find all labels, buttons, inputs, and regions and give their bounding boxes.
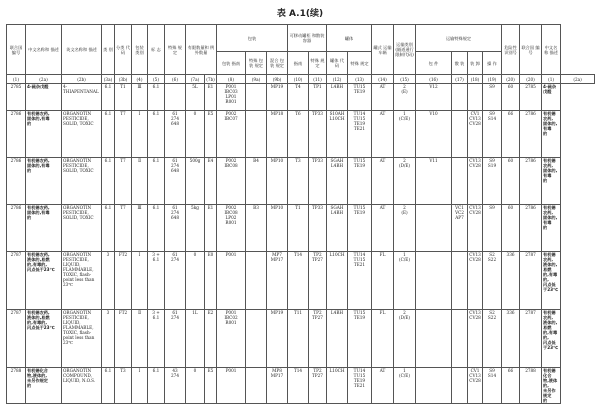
cell-tsp-bulk [452, 84, 468, 111]
cell-un-number: 2786 [7, 205, 26, 252]
cell-tank-vehicle: AT [372, 158, 394, 205]
cell-label: 6.1 [148, 158, 165, 205]
colnum: (3a) [102, 75, 115, 84]
cell-tsp-bulk [452, 252, 468, 310]
header-code: 分类 代码 [115, 25, 132, 75]
cell-class-code: T7 [115, 158, 132, 205]
cell-tsp-loading: CV1 CV13 CV28 [468, 111, 483, 158]
cell-transport-category: 1 (C/E) [394, 368, 416, 404]
cell-tank-code-special: TU14 TU15 TE21 [348, 252, 372, 310]
cell-un-number: 2787 [7, 252, 26, 310]
cell-mixed-packing: MP19 [267, 310, 288, 368]
cell-tsp-bulk [452, 111, 468, 158]
cell-packing-group: Ⅲ [132, 84, 148, 111]
colnum: (4) [132, 75, 148, 84]
cell-tank-instruction: T3 [288, 158, 309, 205]
cell-hazard-id: 66 [502, 111, 520, 158]
table-row [7, 368, 595, 404]
cell-hazard-id: 60 [502, 205, 520, 252]
cell-limited-quantity: 1L [186, 310, 205, 368]
colnum: (1) [7, 75, 26, 84]
table-row [7, 205, 595, 252]
cell-tank-code-special: TU14 TU15 TE19 TE21 [348, 368, 372, 404]
cell-en-name: ORGANOTIN COMPOUND, LIQUID, N.O.S. [62, 368, 102, 404]
column-number-row [7, 75, 595, 84]
cell-packing-group: Ⅱ [132, 310, 148, 368]
cell-tsp-bulk: VC1 VC2 AP7 [452, 205, 468, 252]
header-tank-code: 罐体 代码 [327, 52, 348, 75]
cell-hazard-id: 60 [502, 158, 520, 205]
cell-limited-quantity: 0 [186, 252, 205, 310]
header-tsp-package: 包 件 [416, 52, 452, 75]
cell-class-code: T7 [115, 111, 132, 158]
cell-special-provisions: 43 274 [165, 368, 186, 404]
header-pack-instruction: 包装 指南 [217, 52, 246, 75]
cell-cn-name-2: 4-硫杂戊醛 [542, 84, 561, 111]
dangerous-goods-table [6, 24, 595, 404]
colnum: (9b) [267, 75, 288, 84]
cell-excepted-quantity: E5 [205, 111, 217, 158]
header-hazard-id: 危险性 识别号 [502, 25, 520, 75]
cell-mixed-packing: MP8 MP17 [267, 368, 288, 404]
cell-class-code: T7 [115, 205, 132, 252]
cell-en-name: ORGANOTIN PESTICIDE, LIQUID, FLAMMABLE, TOXIC, flash- point less than 23℃ [62, 252, 102, 310]
cell-special-provisions: 61 274 648 [165, 111, 186, 158]
cell-tsp-bulk [452, 158, 468, 205]
cell-tsp-package [416, 252, 452, 310]
colnum: (19) [483, 75, 502, 84]
colnum: (11) [309, 75, 327, 84]
cell-tsp-operation: S9 S19 [483, 158, 502, 205]
cell-tank-code-special: TU15 TE19 [348, 84, 372, 111]
colnum: (7a) [186, 75, 205, 84]
cell-tank-special: TP2 TP27 [309, 368, 327, 404]
cell-hazard-id: 336 [502, 310, 520, 368]
cell-tank-code-special: TU15 TE19 [348, 158, 372, 205]
colnum: (8) [217, 75, 246, 84]
table-row [7, 84, 595, 111]
cell-class: 6.1 [102, 158, 115, 205]
cell-class: 3 [102, 310, 115, 368]
cell-cn-name-2: 有机锡化合 物,液体的, 未另作规定 的 [542, 368, 561, 404]
colnum: (2b) [62, 75, 102, 84]
cell-mixed-packing: MP7 MP17 [267, 252, 288, 310]
colnum: (20) [520, 75, 542, 84]
colnum: (18) [468, 75, 483, 84]
header-pack-special: 特殊 包装 规定 [246, 52, 267, 75]
header-un: 联合国 编号 [7, 25, 26, 75]
cell-tank-vehicle: AT [372, 368, 394, 404]
cell-cn-name: 有机锡农药, 液体的,易燃 的,有毒的, 闪点低于23℃ [26, 252, 62, 310]
cell-packing-instruction: P002 IBC08 LP02 R001 [217, 205, 246, 252]
cell-en-name: ORGANOTIN PESTICIDE, SOLID, TOXIC [62, 111, 102, 158]
cell-tsp-operation: S9 S14 [483, 111, 502, 158]
cell-tank-vehicle: AT [372, 111, 394, 158]
colnum: (2a) [26, 75, 62, 84]
header-class: 类 别 [102, 25, 115, 75]
cell-un-number: 2786 [7, 158, 26, 205]
cell-class: 6.1 [102, 368, 115, 404]
cell-label: 6.1 [148, 111, 165, 158]
colnum: (6) [165, 75, 186, 84]
cell-label: 3 + 6.1 [148, 252, 165, 310]
cell-special-provisions: 61 274 648 [165, 205, 186, 252]
cell-cn-name-2: 有机锡农药, 固体的,有毒 的 [542, 205, 561, 252]
cell-tsp-package [416, 310, 452, 368]
colnum: (15) [394, 75, 416, 84]
cell-excepted-quantity: E4 [205, 158, 217, 205]
cell-excepted-quantity: E5 [205, 368, 217, 404]
cell-packing-instruction: P001 [217, 368, 246, 404]
cell-limited-quantity: 5kg [186, 205, 205, 252]
cell-transport-category: 2 (E) [394, 84, 416, 111]
cell-tank-instruction: T11 [288, 310, 309, 368]
cell-cn-name: 4-硫杂戊醛 [26, 84, 62, 111]
cell-cn-name: 有机锡农药, 固体的,有毒 的 [26, 158, 62, 205]
cell-tsp-bulk [452, 310, 468, 368]
cell-label: 6.1 [148, 84, 165, 111]
cell-class: 6.1 [102, 84, 115, 111]
cell-hazard-id: 60 [502, 84, 520, 111]
cell-transport-category: 1 (C/E) [394, 111, 416, 158]
cell-un-number-2: 2786 [520, 158, 542, 205]
cell-cn-name: 有机锡农药, 液体的,易燃 的,有毒的, 闪点低于23℃ [26, 310, 62, 368]
colnum: (13) [348, 75, 372, 84]
header-packing-group: 包装 类别 [132, 25, 148, 75]
colnum: (7b) [206, 76, 215, 82]
cell-packing-instruction: P002 IBC08 [217, 158, 246, 205]
cell-mixed-packing: MP10 [267, 205, 288, 252]
colnum: (12) [327, 75, 348, 84]
header-en-name: 英文名称和 描述 [62, 25, 102, 75]
cell-tank-code: L10CH [327, 368, 348, 404]
cell-tank-code-special: TU14 TU15 TE19 TE21 [348, 111, 372, 158]
cell-tsp-operation: S9 [483, 205, 502, 252]
cell-tank-code: SGAH L4BH [327, 158, 348, 205]
cell-tank-special: TP33 [309, 158, 327, 205]
cell-tank-vehicle: FL [372, 310, 394, 368]
cell-limited-quantity: 0 [186, 368, 205, 404]
colnum: (14) [372, 75, 394, 84]
cell-tank-special: TP1 [309, 84, 327, 111]
cell-en-name: ORGANOTIN PESTICIDE, SOLID, TOXIC [62, 158, 102, 205]
cell-tank-instruction: T4 [288, 84, 309, 111]
cell-un-number-2: 2786 [520, 205, 542, 252]
cell-packing-special: B4 [246, 158, 267, 205]
cell-limited-quantity: 500g [186, 158, 205, 205]
cell-packing-group: Ⅲ [132, 205, 148, 252]
header-portable-tank: 可移动罐柜 和散装容器 [288, 25, 327, 52]
cell-label: 6.1 [148, 368, 165, 404]
table-row [7, 310, 595, 368]
colnum: (9a) [246, 75, 267, 84]
cell-special-provisions [165, 84, 186, 111]
cell-tank-special: TP33 [309, 205, 327, 252]
cell-tsp-operation: S9 S14 [483, 368, 502, 404]
cell-packing-group: Ⅱ [132, 158, 148, 205]
cell-un-number: 2786 [7, 111, 26, 158]
cell-limited-quantity: 5L [186, 84, 205, 111]
cell-tank-instruction: T14 [288, 252, 309, 310]
cell-packing-group: Ⅰ [132, 252, 148, 310]
table-title: 表 A.1(续) [276, 9, 324, 19]
cell-class-code: FT2 [115, 310, 132, 368]
cell-tsp-package: V12 [416, 84, 452, 111]
cell-tsp-package [416, 205, 452, 252]
cell-un-number-2: 2787 [520, 252, 542, 310]
colnum: (5) [148, 75, 165, 84]
header-limited-quantity: 有限数量和 例外数量 [186, 25, 217, 75]
cell-tsp-loading: CV1 CV13 CV28 [468, 368, 483, 404]
cell-tank-code-special: TU15 TE19 [348, 205, 372, 252]
header-tsp-operation: 操 作 [483, 52, 502, 75]
cell-packing-group: Ⅰ [132, 111, 148, 158]
cell-hazard-id: 336 [502, 252, 520, 310]
cell-tank-code-special: TU15 TE19 [348, 310, 372, 368]
cell-un-number-2: 2785 [520, 84, 542, 111]
cell-en-name: ORGANOTIN PESTICIDE, LIQUID, FLAMMABLE, TOXIC, flash- point less than 23℃ [62, 310, 102, 368]
cell-tsp-loading: CV13 CV28 [468, 252, 483, 310]
cell-packing-special [246, 368, 267, 404]
cell-packing-special [246, 252, 267, 310]
colnum: (16) [416, 75, 452, 84]
cell-cn-name-2: 有机锡农药, 固体的,有毒 的 [542, 111, 561, 158]
cell-en-name: 4- THIAPENTANAL [62, 84, 102, 111]
cell-tsp-operation: S2 S22 [483, 252, 502, 310]
header-special-provisions: 特殊 规定 [165, 25, 186, 75]
header-transport-special: 运输特殊规定 [416, 25, 502, 52]
cell-class: 6.1 [102, 111, 115, 158]
cell-cn-name-2: 有机锡农药, 液体的,易燃 的,有毒的, 闪点低于23℃ [542, 252, 561, 310]
cell-tsp-loading: CV13 CV28 [468, 158, 483, 205]
cell-tank-special: TP2 TP27 [309, 310, 327, 368]
cell-tank-code: L4BH [327, 84, 348, 111]
cell-excepted-quantity: E0 [205, 252, 217, 310]
cell-packing-special: B3 [246, 205, 267, 252]
cell-tsp-loading: CV13 CV28 [468, 310, 483, 368]
header-packaging: 包装 [217, 25, 288, 52]
cell-tsp-bulk [452, 368, 468, 404]
cell-class-code: FT2 [115, 252, 132, 310]
cell-tank-code: S10AH L10CH [327, 111, 348, 158]
cell-en-name: ORGANOTIN PESTICIDE, SOLID, TOXIC [62, 205, 102, 252]
cell-tank-code: L4BH [327, 310, 348, 368]
cell-packing-instruction: P001 IBC03 LP01 R001 [217, 84, 246, 111]
cell-un-number: 2785 [7, 84, 26, 111]
cell-un-number-2: 2788 [520, 368, 542, 404]
cell-tsp-package: V11 [416, 158, 452, 205]
cell-excepted-quantity: E1 [205, 205, 217, 252]
cell-transport-category: 2 (D/E) [394, 158, 416, 205]
table-row [7, 252, 595, 310]
cell-class: 3 [102, 252, 115, 310]
cell-tsp-loading [468, 84, 483, 111]
cell-excepted-quantity: E2 [205, 310, 217, 368]
cell-class-code: T3 [115, 368, 132, 404]
cell-transport-category: 2 (E) [394, 205, 416, 252]
cell-transport-category: 1 (C/E) [394, 252, 416, 310]
table-row [7, 158, 595, 205]
cell-excepted-quantity: E1 [205, 84, 217, 111]
cell-packing-special [246, 310, 267, 368]
colnum: (2a) [561, 75, 595, 84]
cell-mixed-packing: MP18 [267, 111, 288, 158]
cell-tank-vehicle: AT [372, 84, 394, 111]
cell-tank-special: TP33 [309, 111, 327, 158]
colnum: (10) [288, 75, 309, 84]
cell-packing-special [246, 111, 267, 158]
header-label: 标 志 [148, 25, 165, 75]
cell-label: 3 + 6.1 [148, 310, 165, 368]
cell-packing-instruction: P001 IBC02 R001 [217, 310, 246, 368]
table-row [7, 111, 595, 158]
cell-tank-instruction: T6 [288, 111, 309, 158]
cell-un-number-2: 2787 [520, 310, 542, 368]
cell-tsp-operation: S2 S22 [483, 310, 502, 368]
cell-special-provisions: 61 274 [165, 310, 186, 368]
cell-tsp-package [416, 368, 452, 404]
colnum: (3b) [115, 75, 132, 84]
cell-cn-name-2: 有机锡农药, 液体的,易燃 的,有毒的, 闪点低于23℃ [542, 310, 561, 368]
header-tank-vehicle: 罐式 运输 车辆 [372, 25, 394, 75]
header-cn-name-2: 中文名称 描述 [542, 25, 561, 75]
cell-tank-code: L10CH [327, 252, 348, 310]
colnum: (20) [502, 75, 520, 84]
header-tsp-bulk: 散 装 [452, 52, 468, 75]
cell-cn-name: 有机锡化合 物,液体的, 未另作规定 的 [26, 368, 62, 404]
cell-tank-vehicle: FL [372, 252, 394, 310]
cell-label: 6.1 [148, 205, 165, 252]
cell-packing-special [246, 84, 267, 111]
colnum: (1) [542, 75, 561, 84]
cell-packing-group: Ⅰ [132, 368, 148, 404]
cell-tsp-operation: S9 [483, 84, 502, 111]
cell-special-provisions: 61 274 648 [165, 158, 186, 205]
header-un-2: 联合国 编号 [520, 25, 542, 75]
cell-packing-instruction: P002 IBC07 [217, 111, 246, 158]
cell-limited-quantity: 0 [186, 111, 205, 158]
colnum: (17) [452, 75, 468, 84]
cell-transport-category: 2 (D/E) [394, 310, 416, 368]
cell-un-number: 2787 [7, 310, 26, 368]
cell-tsp-package: V10 [416, 111, 452, 158]
cell-tank-instruction: T1 [288, 205, 309, 252]
cell-tank-instruction: T14 [288, 368, 309, 404]
cell-special-provisions: 61 274 [165, 252, 186, 310]
header-tank-code-special: 特殊 规定 [348, 52, 372, 75]
header-mixed-packing: 混合 包装 规定 [267, 52, 288, 75]
cell-tank-code: SGAH L4BH [327, 205, 348, 252]
cell-tank-special: TP2 TP27 [309, 252, 327, 310]
cell-class: 6.1 [102, 205, 115, 252]
cell-mixed-packing: MP10 [267, 158, 288, 205]
header-transport-category: 运输类别 (隧道通行 限制代码) [394, 25, 416, 75]
header-tsp-loading: 装 卸 [468, 52, 483, 75]
cell-hazard-id: 66 [502, 368, 520, 404]
header-tank: 罐体 [327, 25, 372, 52]
cell-un-number: 2788 [7, 368, 26, 404]
cell-packing-instruction: P001 [217, 252, 246, 310]
header-tank-instruction: 指南 [288, 52, 309, 75]
cell-tsp-loading: CV13 CV28 [468, 205, 483, 252]
cell-tank-vehicle: AT [372, 205, 394, 252]
cell-cn-name-2: 有机锡农药, 固体的,有毒 的 [542, 158, 561, 205]
cell-cn-name: 有机锡农药, 固体的,有毒 的 [26, 111, 62, 158]
header-cn-name: 中文名称和 描述 [26, 25, 62, 75]
cell-cn-name: 有机锡农药, 固体的,有毒 的 [26, 205, 62, 252]
cell-class-code: T1 [115, 84, 132, 111]
header-tank-special: 特殊 规定 [309, 52, 327, 75]
cell-un-number-2: 2786 [520, 111, 542, 158]
cell-mixed-packing: MP19 [267, 84, 288, 111]
